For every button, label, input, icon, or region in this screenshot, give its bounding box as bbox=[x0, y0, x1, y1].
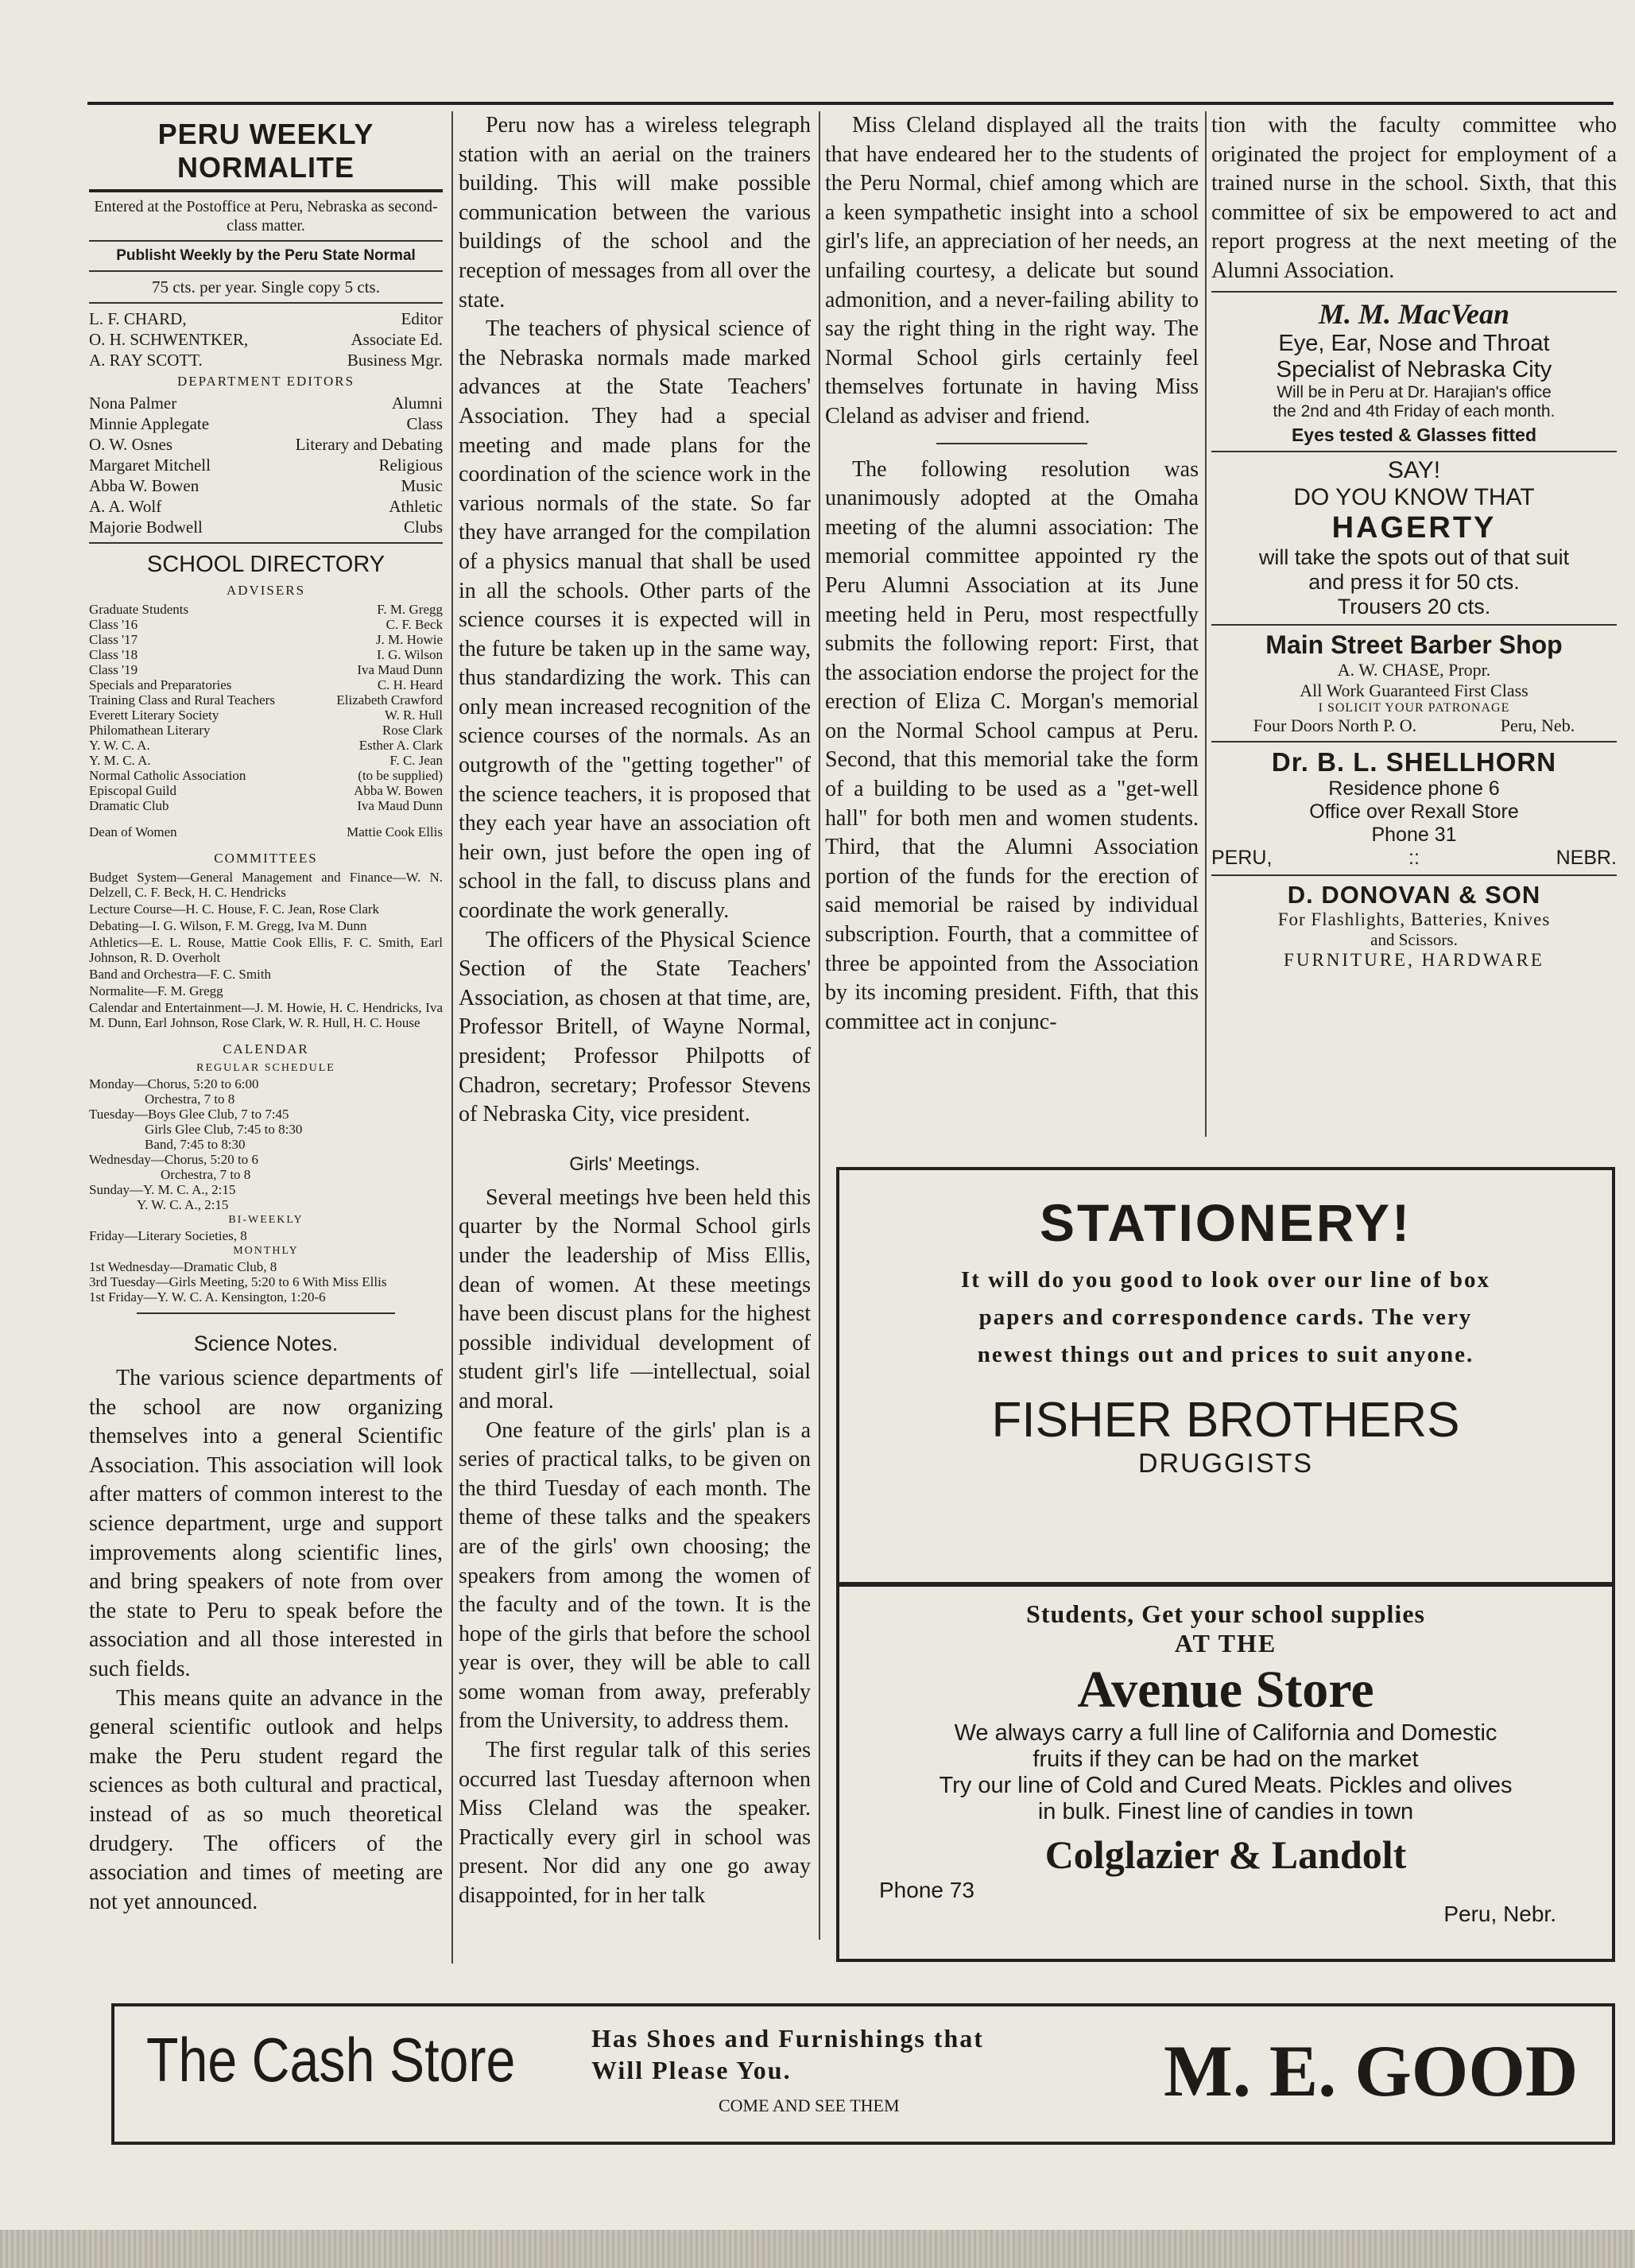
staff-row: O. H. SCHWENTKER, Associate Ed. bbox=[89, 330, 443, 349]
girls-meetings-heading: Girls' Meetings. bbox=[569, 1153, 700, 1175]
adviser-row: Graduate Students F. M. Gregg bbox=[89, 602, 443, 617]
regular-schedule-heading: REGULAR SCHEDULE bbox=[196, 1062, 335, 1074]
shellhorn-line: Office over Rexall Store bbox=[1309, 800, 1519, 823]
committee-item: Budget System—General Management and Finance—W. N. Delzell, C. F. Beck, H. C. Hendricks bbox=[89, 870, 443, 900]
girls-meetings-p3: The first regular talk of this series occurred last Tuesday afternoon when Miss Cleland was the speaker. Practically every girl in school was present. Nor did any one go away disappointed, for in her talk bbox=[459, 1738, 811, 1909]
schedule-item: Y. W. C. A., 2:15 bbox=[137, 1197, 229, 1212]
avenue-line: fruits if they can be had on the market bbox=[1033, 1747, 1419, 1772]
top-rule bbox=[87, 102, 1614, 105]
adviser-row: Philomathean Literary Rose Clark bbox=[89, 723, 443, 738]
advisers-heading: ADVISERS bbox=[226, 583, 306, 598]
officers-article: The officers of the Physical Science Section of the State Teachers' Association, as chosen at that time, are, Professor Britell, of Wayne Normal, president; Professor Philpotts of Chadron, secretary; Professor Stevens of Nebraska City, vice president. bbox=[459, 927, 811, 1127]
committee-item: Band and Orchestra—F. C. Smith bbox=[89, 967, 272, 982]
schedule-item: Girls Glee Club, 7:45 to 8:30 bbox=[145, 1122, 303, 1137]
adviser-row: Episcopal Guild Abba W. Bowen bbox=[89, 783, 443, 798]
adviser-row: Everett Literary Society W. R. Hull bbox=[89, 708, 443, 723]
staff-list bbox=[89, 308, 443, 370]
column-divider bbox=[451, 111, 453, 1964]
hagerty-name: HAGERTY bbox=[1331, 510, 1497, 545]
biweekly-item: Friday—Literary Societies, 8 bbox=[89, 1228, 247, 1243]
macvean-line: Eye, Ear, Nose and Throat bbox=[1278, 330, 1550, 356]
avenue-name: Avenue Store bbox=[1077, 1661, 1374, 1719]
hagerty-ad bbox=[1211, 457, 1617, 619]
adviser-row: Training Class and Rural Teachers Elizabeth Crawford bbox=[89, 692, 443, 708]
biweekly-heading: BI-WEEKLY bbox=[228, 1214, 304, 1226]
column-1 bbox=[89, 111, 443, 1940]
alumni-resolution-continued: tion with the faculty committee who originated the project for employment of a trained nurse in the school. Sixth, that this committee of six be empowered to act and report progress at the next meeting of the Alumni Association. bbox=[1211, 113, 1617, 283]
shellhorn-line: PERU, :: NEBR. bbox=[1211, 846, 1617, 869]
dept-editor-row: Abba W. Bowen Music bbox=[89, 476, 443, 495]
barber-ad bbox=[1211, 630, 1617, 736]
wireless-article: Peru now has a wireless telegraph station with an aerial on the trainers building. This will make possible communication between the various buildings of the school and the reception of messages from all over the state. bbox=[459, 113, 811, 312]
alumni-resolution: The following resolution was unanimously adopted at the Omaha meeting of the alumni association: The memorial committee appointed ry the Peru Alumni Association at its June meeting held in Peru, most respectfully submits the following report: First, that the association endorse the project for the erection of Eliza C. Morgan's memorial on the Normal School campus at Peru. Second, that this memorial take the form of a building to be used as a "get-well hall" for both men and women students. Third, that the Alumni Association portion of the funds for the erection of said memorial be raised by individual subscription. Fourth, that a committee of three be appointed from the Association by its incoming president. Fifth, that this committee act in conjunc- bbox=[825, 456, 1199, 1034]
monthly-heading: MONTHLY bbox=[233, 1245, 299, 1257]
cash-store-name: The Cash Store bbox=[146, 2025, 516, 2095]
masthead-title: PERU WEEKLY NORMALITE bbox=[157, 118, 374, 184]
adviser-row: Class '18 I. G. Wilson bbox=[89, 647, 443, 662]
hagerty-line: DO YOU KNOW THAT bbox=[1293, 483, 1535, 510]
fisher-sub: DRUGGISTS bbox=[1137, 1448, 1314, 1479]
shellhorn-name: Dr. B. L. SHELLHORN bbox=[1271, 746, 1557, 777]
macvean-line: Will be in Peru at Dr. Harajian's office bbox=[1277, 382, 1552, 401]
schedule-item: Wednesday—Chorus, 5:20 to 6 bbox=[89, 1152, 258, 1167]
schedule-item: Orchestra, 7 to 8 bbox=[161, 1167, 251, 1182]
monthly-item: 3rd Tuesday—Girls Meeting, 5:20 to 6 With Miss Ellis bbox=[89, 1274, 387, 1289]
schedule-item: Sunday—Y. M. C. A., 2:15 bbox=[89, 1182, 236, 1197]
science-notes-p2: This means quite an advance in the general scientific outlook and helps make the Peru student regard the sciences as both cultural and practical, instead of as so much theoretical drudgery. The officers of the association and times of meeting are not yet announced. bbox=[89, 1685, 443, 1914]
fisher-name: FISHER BROTHERS bbox=[991, 1393, 1460, 1448]
adviser-row: Normal Catholic Association (to be supplied) bbox=[89, 768, 443, 783]
macvean-ad bbox=[1211, 297, 1617, 446]
directory-heading: SCHOOL DIRECTORY bbox=[146, 552, 386, 577]
masthead-price: 75 cts. per year. Single copy 5 cts. bbox=[152, 277, 380, 297]
schedule-item: Orchestra, 7 to 8 bbox=[145, 1091, 235, 1107]
barber-line: A. W. CHASE, Propr. bbox=[1337, 659, 1491, 680]
shellhorn-ad bbox=[1211, 747, 1617, 870]
donovan-line: For Flashlights, Batteries, Knives bbox=[1277, 909, 1551, 929]
cash-store-ad bbox=[111, 2003, 1615, 2145]
cash-store-line: Has Shoes and Furnishings that bbox=[591, 2024, 984, 2053]
column-divider bbox=[819, 111, 820, 1940]
avenue-line: Students, Get your school supplies bbox=[1026, 1599, 1425, 1628]
macvean-line: Specialist of Nebraska City bbox=[1276, 356, 1552, 382]
dept-editor-row: Margaret Mitchell Religious bbox=[89, 456, 443, 475]
column-4 bbox=[1211, 111, 1617, 1137]
cash-store-line: COME AND SEE THEM bbox=[719, 2095, 900, 2115]
committees-heading: COMMITTEES bbox=[214, 851, 318, 866]
dept-editors-heading: DEPARTMENT EDITORS bbox=[176, 374, 355, 389]
dept-editor-row: Nona Palmer Alumni bbox=[89, 394, 443, 413]
masthead-published: Publisht Weekly by the Peru State Normal bbox=[116, 247, 416, 264]
macvean-name: M. M. MacVean bbox=[1318, 297, 1510, 330]
cash-store-owner: M. E. GOOD bbox=[1164, 2030, 1579, 2111]
girls-meetings-p2: One feature of the girls' plan is a series of practical talks, to be given on the third Tuesday of each month. The theme of these talks and the speakers are of the girls' own choosing; the speakers from among the women of the faculty and of the town. It is the hope of the girls that before the school year is over, they will be able to call some woman from away, preferably from the University, to address them. bbox=[459, 1417, 811, 1734]
cash-store-line: Will Please You. bbox=[591, 2056, 792, 2084]
column-divider bbox=[1205, 111, 1207, 1137]
fisher-line: papers and correspondence cards. The very bbox=[978, 1305, 1473, 1330]
schedule-item: Monday—Chorus, 5:20 to 6:00 bbox=[89, 1076, 259, 1091]
barber-line: Four Doors North P. O. Peru, Neb. bbox=[1253, 715, 1575, 735]
hagerty-line: and press it for 50 cts. bbox=[1308, 569, 1520, 594]
hagerty-line: Trousers 20 cts. bbox=[1337, 594, 1491, 618]
adviser-row: Y. W. C. A. Esther A. Clark bbox=[89, 738, 443, 753]
avenue-line: Try our line of Cold and Cured Meats. Pickles and olives bbox=[939, 1773, 1513, 1798]
macvean-line: the 2nd and 4th Friday of each month. bbox=[1273, 401, 1556, 421]
monthly-item: 1st Friday—Y. W. C. A. Kensington, 1:20-6 bbox=[89, 1289, 326, 1305]
avenue-footer: Phone 73 Peru, Nebr. bbox=[879, 1878, 1556, 1926]
fisher-brothers-ad bbox=[836, 1167, 1615, 1587]
scan-border bbox=[0, 2230, 1635, 2268]
committee-item: Normalite—F. M. Gregg bbox=[89, 983, 223, 998]
girls-meetings-p1: Several meetings hve been held this quarter by the Normal School girls under the leadership of Miss Ellis, dean of women. At these meetings have been discust plans for the highest possible individual development of student girl's life —intellectual, soial and moral. bbox=[459, 1184, 811, 1413]
avenue-line: in bulk. Finest line of candies in town bbox=[1037, 1799, 1414, 1824]
dept-editor-row: Minnie Applegate Class bbox=[89, 414, 443, 433]
staff-row: L. F. CHARD, Editor bbox=[89, 309, 443, 328]
dept-editor-row: O. W. Osnes Literary and Debating bbox=[89, 435, 443, 454]
avenue-line: We always carry a full line of California and Domestic bbox=[954, 1720, 1497, 1746]
adviser-row: Y. M. C. A. F. C. Jean bbox=[89, 753, 443, 768]
monthly-list bbox=[89, 1259, 443, 1305]
committee-item: Lecture Course—H. C. House, F. C. Jean, Rose Clark bbox=[89, 901, 380, 917]
staff-row: A. RAY SCOTT. Business Mgr. bbox=[89, 351, 443, 370]
science-notes-heading: Science Notes. bbox=[193, 1332, 339, 1355]
fisher-line: newest things out and prices to suit anyone. bbox=[977, 1342, 1474, 1367]
advisers-list bbox=[89, 602, 443, 813]
adviser-row: Class '19 Iva Maud Dunn bbox=[89, 662, 443, 677]
committee-item: Debating—I. G. Wilson, F. M. Gregg, Iva M. Dunn bbox=[89, 918, 367, 933]
shellhorn-line: Phone 31 bbox=[1371, 823, 1457, 846]
dept-editor-row: A. A. Wolf Athletic bbox=[89, 497, 443, 516]
donovan-ad bbox=[1211, 881, 1617, 971]
donovan-line: and Scissors. bbox=[1370, 929, 1458, 949]
science-notes-p1: The various science departments of the school are now organizing themselves into a general Scientific Association. This association will look after matters of common interest to the science department, urge and support improvements along scientific lines, and bring speakers of note from over the state to Peru to speak before the association and all those interested in such fields. bbox=[89, 1366, 443, 1681]
calendar-heading: CALENDAR bbox=[223, 1041, 309, 1056]
avenue-store-ad bbox=[836, 1582, 1615, 1962]
donovan-line: FURNITURE, HARDWARE bbox=[1284, 949, 1544, 970]
adviser-row: Class '16 C. F. Beck bbox=[89, 617, 443, 632]
monthly-item: 1st Wednesday—Dramatic Club, 8 bbox=[89, 1259, 277, 1274]
fisher-line: It will do you good to look over our line of box bbox=[960, 1267, 1491, 1293]
masthead-entered: Entered at the Postoffice at Peru, Nebraska as second-class matter. bbox=[94, 198, 438, 235]
column-2 bbox=[459, 111, 811, 1971]
committee-item: Calendar and Entertainment—J. M. Howie, H. C. Hendricks, Iva M. Dunn, Earl Johnson, Rose Clark, W. R. Hull, H. C. House bbox=[89, 1000, 443, 1030]
adviser-row: Class '17 J. M. Howie bbox=[89, 632, 443, 647]
schedule-item: Tuesday—Boys Glee Club, 7 to 7:45 bbox=[89, 1107, 289, 1122]
barber-name: Main Street Barber Shop bbox=[1265, 630, 1563, 659]
barber-line: All Work Guaranteed First Class bbox=[1300, 680, 1528, 700]
stationery-headline: STATIONERY! bbox=[1039, 1193, 1412, 1252]
donovan-name: D. DONOVAN & SON bbox=[1287, 880, 1541, 909]
committees-list bbox=[89, 870, 443, 1030]
shellhorn-line: Residence phone 6 bbox=[1328, 777, 1500, 800]
physical-science-article: The teachers of physical science of the Nebraska normals made marked advances at the State Teachers' Association. They had a special meeting and made plans for the coordination of the science work in the various normals of the state. So far they have arranged for the compilation of a physics manual that shall be used in all the schools. Other parts of the science courses it is expected will in the future be taken up in the same way, thus standardizing the work. This can only mean increased recognition of the science courses of the normals. As an outgrowth of the "getting together" of the science teachers, it is proposed that they each year have an association oft heir own, just before the open ing of school in the fall, to discuss plans and coordinate the work generally. bbox=[459, 316, 811, 924]
column-3 bbox=[825, 111, 1199, 1129]
dept-editor-row: Majorie Bodwell Clubs bbox=[89, 518, 443, 537]
barber-line: I SOLICIT YOUR PATRONAGE bbox=[1318, 700, 1510, 715]
dept-editors-list bbox=[89, 393, 443, 537]
cleland-article: Miss Cleland displayed all the traits that have endeared her to the students of the Peru Normal, chief among which are a keen sympathetic insight into a school girl's life, an appreciation of her needs, an unfailing courtesy, a delicate but sound admonition, and a never-failing ability to say the right thing in the right way. The Normal School girls certainly feel themselves fortunate in having Miss Cleland as adviser and friend. bbox=[825, 113, 1199, 428]
dean-row: Dean of Women Mattie Cook Ellis bbox=[89, 824, 443, 839]
adviser-row: Specials and Preparatories C. H. Heard bbox=[89, 677, 443, 692]
avenue-firm: Colglazier & Landolt bbox=[1044, 1832, 1407, 1877]
regular-schedule bbox=[89, 1076, 443, 1212]
hagerty-line: will take the spots out of that suit bbox=[1258, 545, 1570, 569]
hagerty-line: SAY! bbox=[1387, 456, 1441, 483]
macvean-line: Eyes tested & Glasses fitted bbox=[1291, 424, 1537, 445]
schedule-item: Band, 7:45 to 8:30 bbox=[145, 1137, 246, 1152]
committee-item: Athletics—E. L. Rouse, Mattie Cook Ellis, F. C. Smith, Earl Johnson, R. D. Overholt bbox=[89, 935, 443, 965]
avenue-line: AT THE bbox=[1174, 1629, 1277, 1657]
adviser-row: Dramatic Club Iva Maud Dunn bbox=[89, 798, 443, 813]
